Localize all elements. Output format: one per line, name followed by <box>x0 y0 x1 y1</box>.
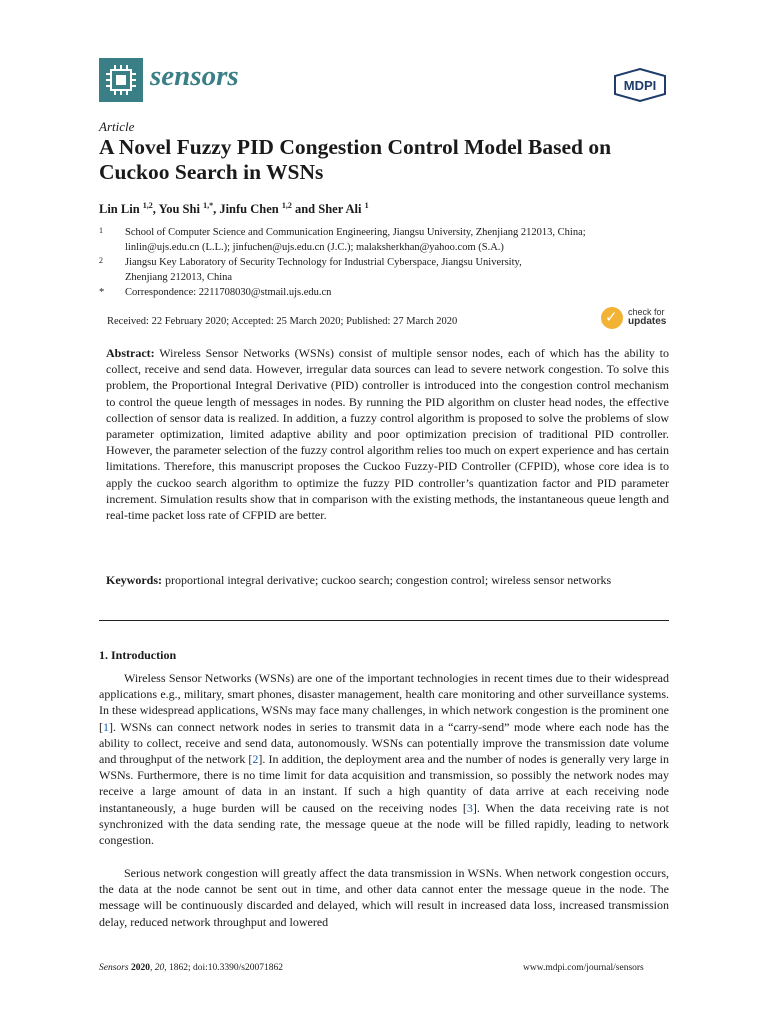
author-name: You Shi <box>158 202 200 217</box>
section-heading: 1. Introduction <box>99 648 177 662</box>
intro-paragraph-1: Wireless Sensor Networks (WSNs) are one of the important technologies in recent times due to their widespread applications e.g., military, smart phones, disaster management, health care monitoring and other surveillance systems. In these widespread applications, WSNs may face many challenges, in which network congestion is the prominent one [1]. WSNs can connect network nodes in series to transmit data in a “carry-send” mode where each node has the ability to collect, receive and send data, autonomously. WSNs can potentially improve the transmission date volume and throughput of the network [2]. In addition, the deployment area and the number of nodes is generally very large in WSNs. Furthermore, there is no time limit for data acquisition and transmission, so possibly the network nodes may receive a large amount of data in an instant. If such a high quantity of data arrive at each receiving node instantaneously, a huge burden will be caused on the receiving nodes [3]. When the data receiving rate is not synchronized with the data sending rate, the message queue at the node will be filled rapidly, leading to network congestion. <box>99 671 670 848</box>
journal-logo-icon <box>99 58 143 102</box>
author-list: Lin Lin $^{1,2}$, You Shi $^{1,*}$, Jinfu Chen $^{1,2}$ and Sher Ali $^1$ <box>99 201 369 217</box>
intro-paragraph-2: Serious network congestion will greatly affect the data transmission in WSNs. When network congestion occurs, the data at the node cannot be sent out in time, and other data cannot enter the message queue in the node. The message will be continuously discarded and delayed, which will result in increased data loss, increased transmission delay, reduced network throughput and lowered <box>99 866 669 929</box>
citation-link[interactable]: 1 <box>103 719 109 734</box>
citation-link[interactable]: 3 <box>466 800 473 815</box>
abstract-text: Wireless Sensor Networks (WSNs) consist of multiple sensor nodes, each of which has the ability to collect, receive and send data. However, irregular data sources can lead to severe network congestion. To solve this problem, the Proportional Integral Derivative (PID) controller is introduced into the congestion control mechanism to control the queue length of messages in nodes. By running the PID algorithm on cluster head nodes, the effective collection of sensor data is realized. In addition, a fuzzy control algorithm is proposed to solve the problems of slow parameter optimization, limited adaptive ability and poor optimization precision of traditional PID controller. However, the parameter selection of the fuzzy control algorithm relies too much on expert experience and has certain limitations. Therefore, this manuscript proposes the Cuckoo Fuzzy-PID Controller (CFPID), whose core idea is to apply the cuckoo search algorithm to optimize the fuzzy PID controller’s quantization factor and PID parameter increment. Simulation results show that in comparison with the existing methods, the instantaneous queue length and real-time packet loss rate of CFPID are better. <box>106 346 669 523</box>
citation-footer: Sensors 2020, 20, 1862; doi:10.3390/s20071862 <box>99 963 283 973</box>
keywords <box>106 572 669 588</box>
checkmark-icon: ✓ <box>601 307 623 329</box>
keywords-text: proportional integral derivative; cuckoo search; congestion control; wireless sensor networks <box>165 573 612 587</box>
journal-name: sensors <box>150 60 239 92</box>
publisher-name: MDPI <box>623 78 657 93</box>
author-name: Jinfu Chen <box>219 202 279 217</box>
author-name: Sher Ali <box>318 202 362 217</box>
abstract-label: Abstract: <box>106 346 155 360</box>
citation-link[interactable]: 2 <box>252 752 259 767</box>
check-for-updates-button[interactable]: ✓ check for updates <box>601 307 671 331</box>
publication-dates: Received: 22 February 2020; Accepted: 25 March 2020; Published: 27 March 2020 <box>107 316 458 327</box>
author-name: Lin Lin <box>99 202 140 217</box>
mdpi-logo-icon <box>612 68 668 102</box>
section-divider <box>99 620 669 621</box>
paper-title: A Novel Fuzzy PID Congestion Control Model Based on Cuckoo Search in WSNs <box>99 135 612 184</box>
keywords-label: Keywords: <box>106 573 162 587</box>
journal-url-link[interactable]: www.mdpi.com/journal/sensors <box>523 963 644 973</box>
abstract <box>106 345 669 523</box>
article-type: Article <box>99 119 135 134</box>
